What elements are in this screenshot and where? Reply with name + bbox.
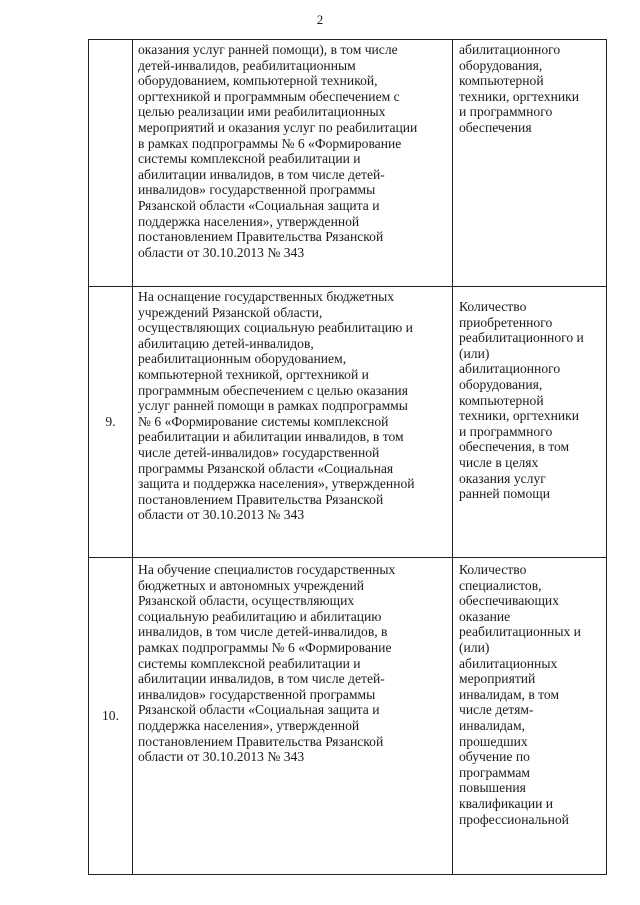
measure-description: На оснащение государственных бюджетных учреждений Рязанской области, осуществляющих социальную реабилитацию и абилитацию детей-инвалидов, реабилитационным оборудованием, компьютерной техникой, оргтехникой и программным обеспечением с целью оказания услуг ранней помощи в рамках подпрограммы № 6 «Формирование системы комплексной реабилитации и абилитации инвалидов, в том числе детей-инвалидов» государственной программы Рязанской области «Социальная защита и поддержка населения», утвержденной постановлением Правительства Рязанской области от 30.10.2013 № 343 xyxy=(133,287,453,558)
table-row xyxy=(89,558,607,875)
page-number: 2 xyxy=(316,12,324,27)
measure-description: оказания услуг ранней помощи), в том числе детей-инвалидов, реабилитационным оборудованием, компьютерной техникой, оргтехникой и программным обеспечением с целью реализации ими реабилитационных мероприятий и оказания услуг по реабилитации в рамках подпрограммы № 6 «Формирование системы комплексной реабилитации и абилитации инвалидов, в том числе детей- инвалидов» государственной программы Рязанской области «Социальная защита и поддержка населения», утвержденной постановлением Правительства Рязанской области от 30.10.2013 № 343 xyxy=(133,40,453,287)
row-number: 10. xyxy=(89,558,133,875)
indicator-description: Количество приобретенного реабилитационного и (или) абилитационного оборудования, компьютерной техники, оргтехники и программного обеспечения, в том числе в целях оказания услуг ранней помощи xyxy=(453,287,607,558)
table-row xyxy=(89,40,607,287)
table-row xyxy=(89,287,607,558)
indicator-description: абилитационного оборудования, компьютерной техники, оргтехники и программного обеспечения xyxy=(453,40,607,287)
row-number: 9. xyxy=(89,287,133,558)
measure-description: На обучение специалистов государственных бюджетных и автономных учреждений Рязанской области, осуществляющих социальную реабилитацию и абилитацию инвалидов, в том числе детей-инвалидов, в рамках подпрограммы № 6 «Формирование системы комплексной реабилитации и абилитации инвалидов, в том числе детей- инвалидов» государственной программы Рязанской области «Социальная защита и поддержка населения», утвержденной постановлением Правительства Рязанской области от 30.10.2013 № 343 xyxy=(133,558,453,875)
program-measures-table xyxy=(88,39,607,875)
row-number xyxy=(89,40,133,287)
indicator-description: Количество специалистов, обеспечивающих оказание реабилитационных и (или) абилитационных мероприятий инвалидам, в том числе детям- инвалидам, прошедших обучение по программам повышения квалификации и профессиональной xyxy=(453,558,607,875)
